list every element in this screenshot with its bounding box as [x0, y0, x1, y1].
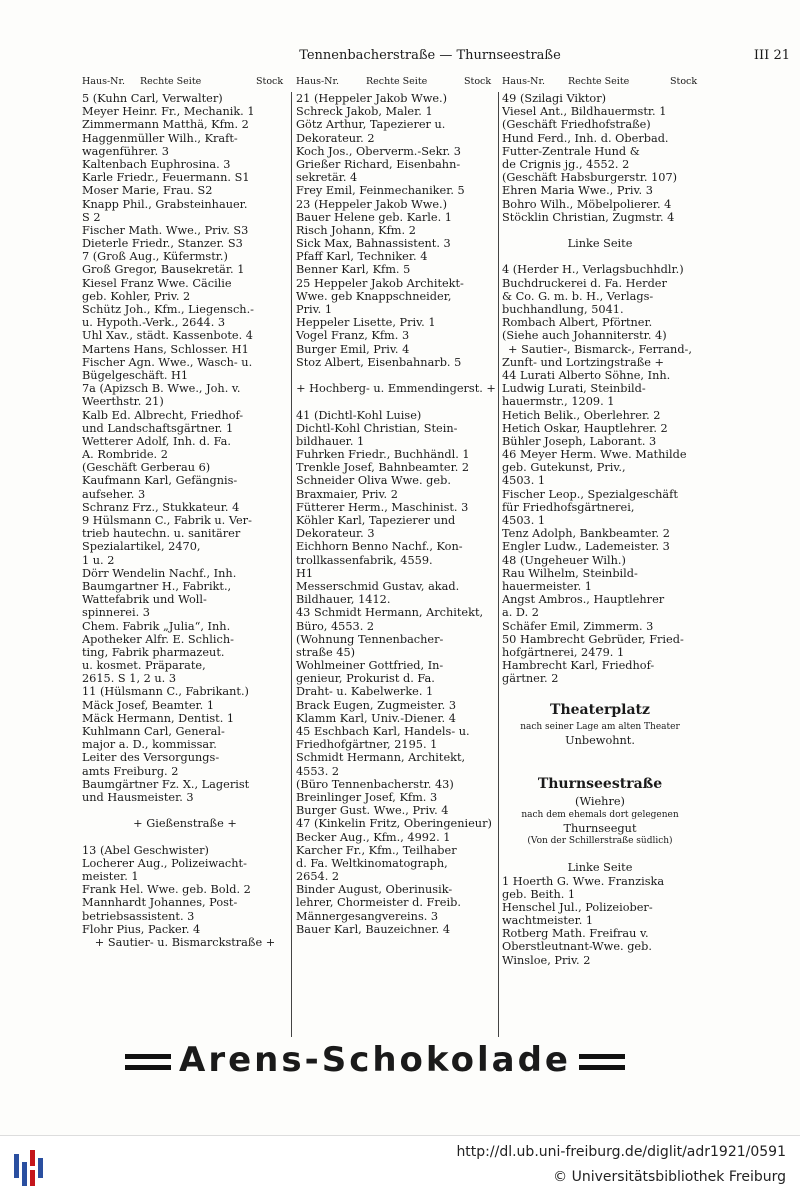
permalink-url[interactable]: http://dl.ub.uni-freiburg.de/diglit/adr1921/0591 — [456, 1144, 786, 1160]
entry-line: Rombach Albert, Pförtner. — [502, 316, 653, 330]
column-header-side: Rechte Seite — [366, 76, 428, 87]
entry-line: Karcher Fr., Kfm., Teilhaber — [296, 843, 457, 857]
entry-line: Trenkle Josef, Bahnbeamter. 2 — [296, 461, 470, 475]
entry-line: Dörr Wendelin Nachf., Inh. — [82, 566, 237, 580]
column-header-nr: Haus-Nr. — [502, 76, 545, 87]
entry-line: Viesel Ant., Bildhauermstr. 1 — [502, 105, 667, 119]
entry-line: 49 (Szilagi Viktor) — [502, 92, 607, 105]
entry-line: Flohr Pius, Packer. 4 — [82, 922, 201, 936]
entry-line: für Friedhofsgärtnerei, — [502, 500, 635, 514]
entry-line: Vogel Franz, Kfm. 3 — [296, 329, 410, 343]
entry-line: Oberstleutnant-Wwe. geb. — [502, 940, 652, 954]
column-divider — [498, 92, 499, 1037]
entry-line: Götz Arthur, Tapezierer u. — [296, 118, 446, 132]
advertisement-text: Arens-Schokolade — [179, 1040, 571, 1080]
entry-line: buchhandlung, 5041. — [502, 303, 624, 316]
entry-line: Brack Eugen, Zugmeister. 3 — [296, 698, 457, 712]
entry-line: geb. Beith. 1 — [502, 887, 576, 901]
column-1 — [82, 92, 288, 949]
entry-line: 2615. S 1, 2 u. 3 — [82, 672, 177, 686]
entry-line: Bügelgeschäft. H1 — [82, 368, 189, 382]
entry-line: + Sautier- u. Bismarckstraße + — [94, 936, 276, 949]
entry-line: Frey Emil, Feinmechaniker. 5 — [296, 184, 465, 198]
column-header-3 — [502, 76, 698, 90]
entry-line: Wetterer Adolf, Inh. d. Fa. — [82, 434, 231, 448]
page-number: III 21 — [753, 48, 790, 63]
entry-line: Frank Hel. Wwe. geb. Bold. 2 — [82, 883, 251, 897]
entry-line: straße 45) — [296, 645, 356, 659]
entry-line: wagenführer. 3 — [82, 144, 169, 158]
entry-line: Schmidt Hermann, Architekt, — [296, 751, 466, 765]
entry-line: 47 (Kinkelin Fritz, Oberingenieur) — [296, 817, 492, 831]
entry-line: 43 Schmidt Hermann, Architekt, — [296, 606, 484, 620]
entry-line: Dichtl-Kohl Christian, Stein- — [296, 421, 458, 435]
entry-line: Fuhrken Friedr., Buchhändl. 1 — [296, 448, 470, 462]
entry-line: Baumgartner H., Fabrikt., — [82, 579, 232, 593]
advertisement-banner — [82, 1038, 668, 1082]
entry-line: Pfaff Karl, Techniker. 4 — [296, 250, 428, 264]
double-rule-icon — [125, 1054, 171, 1070]
entry-line: 44 Lurati Alberto Söhne, Inh. — [502, 368, 671, 382]
entry-line: 23 (Heppeler Jakob Wwe.) — [296, 197, 448, 211]
entry-line: 7a (Apizsch B. Wwe., Joh. v. — [82, 382, 241, 396]
entry-line: Dekorateur. 2 — [296, 131, 375, 145]
entry-line: Zimmermann Matthä, Kfm. 2 — [82, 118, 249, 132]
page-title: Tennenbacherstraße — Thurnseestraße — [299, 48, 561, 63]
entry-line: bildhauer. 1 — [296, 434, 365, 448]
entry-line: 5 (Kuhn Carl, Verwalter) — [82, 92, 223, 105]
entry-line: 4503. 1 — [502, 514, 546, 527]
entry-line: Burger Emil, Priv. 4 — [296, 342, 410, 356]
entry-line: Bauer Karl, Bauzeichner. 4 — [296, 922, 451, 936]
entry-line: Benner Karl, Kfm. 5 — [296, 263, 411, 277]
entry-line: u. kosmet. Präparate, — [82, 659, 206, 673]
entry-line: sekretär. 4 — [296, 171, 358, 185]
entry-line: Theaterplatz — [550, 701, 650, 718]
entry-line: Apotheker Alfr. E. Schlich- — [82, 632, 234, 646]
entry-line: (Geschäft Gerberau 6) — [82, 461, 211, 475]
entry-line: Risch Johann, Kfm. 2 — [296, 223, 416, 237]
entry-line: Spezialartikel, 2470, — [82, 540, 201, 554]
entry-line — [502, 685, 698, 698]
entry-line: 13 (Abel Geschwister) — [82, 843, 209, 857]
entry-line: (Wiehre) — [575, 795, 625, 809]
entry-line — [296, 369, 496, 382]
entry-line: 50 Hambrecht Gebrüder, Fried- — [502, 632, 684, 646]
entry-line: Uhl Xav., städt. Kassenbote. 4 — [82, 329, 253, 343]
entry-line: Ehren Maria Wwe., Priv. 3 — [502, 184, 653, 198]
entry-line: geb. Gutekunst, Priv., — [502, 461, 626, 475]
entry-line: + Gießenstraße + — [133, 817, 237, 831]
entry-line: Ludwig Lurati, Steinbild- — [502, 382, 646, 396]
entry-line: Haggenmüller Wilh., Kraft- — [82, 131, 238, 145]
column-header-2 — [296, 76, 496, 90]
entry-line: Buchdruckerei d. Fa. Herder — [502, 276, 667, 290]
entry-line: Schranz Frz., Stukkateur. 4 — [82, 500, 240, 514]
entry-line: wachtmeister. 1 — [502, 914, 594, 928]
entry-line: Locherer Aug., Polizeiwacht- — [82, 856, 247, 870]
entry-line: Schneider Oliva Wwe. geb. — [296, 474, 451, 488]
entry-line: 1 u. 2 — [82, 553, 115, 567]
column-header-stock: Stock — [256, 76, 284, 87]
column-header-side: Rechte Seite — [568, 76, 630, 87]
entry-line: hauermstr., 1209. 1 — [502, 395, 615, 409]
entry-line: Leiter des Versorgungs- — [82, 751, 220, 765]
entry-line: Winsloe, Priv. 2 — [502, 953, 591, 967]
entry-line: de Crignis jg., 4552. 2 — [502, 157, 630, 171]
entry-line: Mäck Hermann, Dentist. 1 — [82, 711, 235, 725]
entry-line: Köhler Karl, Tapezierer und — [296, 514, 456, 527]
entry-line: Baumgärtner Fz. X., Lagerist — [82, 777, 250, 791]
entry-line: Rau Wilhelm, Steinbild- — [502, 566, 638, 580]
entry-line: Kalb Ed. Albrecht, Friedhof- — [82, 408, 244, 422]
entry-line: Schütz Joh., Kfm., Liegensch.- — [82, 303, 254, 316]
entry-line: Linke Seite — [567, 237, 633, 251]
entry-line: Zunft- und Lortzingstraße + — [502, 355, 664, 369]
entry-line: Schäfer Emil, Zimmerm. 3 — [502, 619, 654, 633]
entry-line: Groß Gregor, Bausekretär. 1 — [82, 263, 245, 277]
entry-line: (Geschäft Habsburgerstr. 107) — [502, 171, 678, 185]
entry-line — [502, 747, 698, 760]
entry-line: Hetich Belik., Oberlehrer. 2 — [502, 408, 661, 422]
entry-line: Grießer Richard, Eisenbahn- — [296, 157, 461, 171]
ub-freiburg-logo-icon — [12, 1146, 46, 1186]
entry-line: betriebsassistent. 3 — [82, 909, 195, 923]
entry-line: Martens Hans, Schlosser. H1 — [82, 342, 249, 356]
entry-line — [502, 760, 698, 773]
entry-line: Burger Gust. Wwe., Priv. 4 — [296, 804, 449, 818]
entry-line: Stöcklin Christian, Zugmstr. 4 — [502, 210, 675, 224]
entry-line: Kuhlmann Carl, General- — [82, 725, 225, 738]
entry-line: u. Hypoth.-Verk., 2644. 3 — [82, 316, 226, 330]
column-header-side: Rechte Seite — [140, 76, 202, 87]
entry-line: (Von der Schillerstraße südlich) — [527, 835, 673, 846]
entry-line: Fischer Leop., Spezialgeschäft — [502, 487, 678, 501]
entry-line: Büro, 4553. 2 — [296, 619, 375, 633]
entry-line: a. D. 2 — [502, 606, 539, 620]
entry-line: Dieterle Friedr., Stanzer. S3 — [82, 237, 243, 251]
entry-line: Unbewohnt. — [565, 733, 635, 747]
entry-line: A. Rombride. 2 — [82, 448, 168, 462]
entry-line: 48 (Ungeheuer Wilh.) — [502, 553, 626, 567]
entry-line: Karle Friedr., Feuermann. S1 — [82, 171, 250, 185]
column-header-nr: Haus-Nr. — [82, 76, 125, 87]
entry-line: 46 Meyer Herm. Wwe. Mathilde — [502, 448, 687, 462]
entry-line: Meyer Heinr. Fr., Mechanik. 1 — [82, 105, 255, 119]
double-rule-icon — [579, 1054, 625, 1070]
entry-line: Priv. 1 — [296, 303, 333, 316]
column-header-nr: Haus-Nr. — [296, 76, 339, 87]
entry-line: (Siehe auch Johanniterstr. 4) — [502, 329, 667, 343]
entry-line: Mäck Josef, Beamter. 1 — [82, 698, 215, 712]
entry-line: Bühler Joseph, Laborant. 3 — [502, 434, 657, 448]
entry-line: Chem. Fabrik „Julia“, Inh. — [82, 619, 231, 633]
entry-line: Dekorateur. 3 — [296, 527, 375, 541]
entry-line: 45 Eschbach Karl, Handels- u. — [296, 725, 470, 738]
entry-line: Futter-Zentrale Hund & — [502, 144, 640, 158]
entry-line: genieur, Prokurist d. Fa. — [296, 672, 435, 686]
entry-line: Heppeler Lisette, Priv. 1 — [296, 316, 436, 330]
entry-line: spinnerei. 3 — [82, 606, 150, 620]
entry-line: 21 (Heppeler Jakob Wwe.) — [296, 92, 448, 105]
entry-line: Friedhofgärtner, 2195. 1 — [296, 738, 438, 752]
entry-line: Angst Ambros., Hauptlehrer — [502, 593, 665, 607]
viewer-footer — [0, 1135, 800, 1194]
entry-line: Schreck Jakob, Maler. 1 — [296, 105, 433, 119]
entry-line: & Co. G. m. b. H., Verlags- — [502, 289, 654, 303]
entry-line: d. Fa. Weltkinomatograph, — [296, 856, 448, 870]
entry-line: hofgärtnerei, 2479. 1 — [502, 645, 625, 659]
entry-line: nach seiner Lage am alten Theater — [520, 721, 680, 732]
entry-line: Linke Seite — [567, 861, 633, 875]
entry-line: trollkassenfabrik, 4559. — [296, 553, 433, 567]
entry-line — [502, 250, 698, 263]
entry-line: (Geschäft Friedhofstraße) — [502, 118, 651, 132]
entry-line: und Hausmeister. 3 — [82, 790, 194, 804]
entry-line: Becker Aug., Kfm., 4992. 1 — [296, 830, 451, 844]
entry-line: Fischer Math. Wwe., Priv. S3 — [82, 223, 249, 237]
entry-line: Braxmaier, Priv. 2 — [296, 487, 398, 501]
entry-line: Wwe. geb Knappschneider, — [296, 289, 452, 303]
entry-line: Messerschmid Gustav, akad. — [296, 579, 460, 593]
entry-line: Stoz Albert, Eisenbahnarb. 5 — [296, 355, 462, 369]
entry-line: 41 (Dichtl-Kohl Luise) — [296, 408, 422, 422]
entry-line: Hetich Oskar, Hauptlehrer. 2 — [502, 421, 668, 435]
entry-line — [82, 831, 288, 844]
entry-line: Kaufmann Karl, Gefängnis- — [82, 474, 238, 488]
entry-line: 4553. 2 — [296, 764, 340, 778]
column-header-stock: Stock — [670, 76, 698, 87]
entry-line: Draht- u. Kabelwerke. 1 — [296, 685, 434, 699]
entry-line: + Hochberg- u. Emmendingerst. + — [296, 382, 496, 396]
page-header — [80, 48, 790, 70]
entry-line: hauermeister. 1 — [502, 579, 592, 593]
entry-line: Hambrecht Karl, Friedhof- — [502, 659, 655, 673]
entry-line: Koch Jos., Oberverm.-Sekr. 3 — [296, 144, 461, 158]
entry-line: Klamm Karl, Univ.-Diener. 4 — [296, 711, 456, 725]
entry-line: Hund Ferd., Inh. d. Oberbad. — [502, 131, 669, 145]
entry-line: H1 — [296, 566, 314, 580]
entry-line — [296, 395, 496, 408]
entry-line: gärtner. 2 — [502, 672, 559, 686]
entry-line: nach dem ehemals dort gelegenen — [521, 809, 679, 820]
column-3 — [502, 92, 698, 967]
entry-line: Henschel Jul., Polizeiober- — [502, 900, 653, 914]
entry-line: 9 Hülsmann C., Fabrik u. Ver- — [82, 514, 252, 527]
entry-line: Breinlinger Josef, Kfm. 3 — [296, 790, 438, 804]
entry-line: (Wohnung Tennenbacher- — [296, 632, 444, 646]
entry-line: Thurnseegut — [563, 821, 637, 835]
entry-line: Wattefabrik und Woll- — [82, 593, 207, 607]
entry-line: 25 Heppeler Jakob Architekt- — [296, 276, 464, 290]
entry-line: Binder August, Oberinusik- — [296, 883, 453, 897]
entry-line: major a. D., kommissar. — [82, 738, 217, 752]
entry-line: S 2 — [82, 210, 101, 224]
entry-line: + Sautier-, Bismarck-, Ferrand-, — [508, 342, 692, 356]
entry-line: Moser Marie, Frau. S2 — [82, 184, 213, 198]
entry-line: lehrer, Chormeister d. Freib. — [296, 896, 461, 910]
column-header-stock: Stock — [464, 76, 492, 87]
entry-line: 4503. 1 — [502, 474, 546, 488]
entry-line: Wohlmeiner Gottfried, In- — [296, 659, 444, 673]
entry-line: Mannhardt Johannes, Post- — [82, 896, 238, 910]
entry-line: und Landschaftsgärtner. 1 — [82, 421, 234, 435]
entry-line: Kiesel Franz Wwe. Cäcilie — [82, 276, 232, 290]
entry-line: 2654. 2 — [296, 870, 340, 884]
entry-line — [82, 804, 288, 817]
entry-line: geb. Kohler, Priv. 2 — [82, 289, 191, 303]
entry-line: Kaltenbach Euphrosina. 3 — [82, 157, 231, 171]
column-divider — [291, 92, 292, 1037]
entry-line — [502, 224, 698, 237]
entry-line: trieb hautechn. u. sanitärer — [82, 527, 241, 541]
entry-line: Fischer Agn. Wwe., Wasch- u. — [82, 355, 253, 369]
entry-line: Engler Ludw., Lademeister. 3 — [502, 540, 670, 554]
entry-line — [502, 848, 698, 861]
entry-line: Männergesangvereins. 3 — [296, 909, 439, 923]
entry-line: 1 Hoerth G. Wwe. Franziska — [502, 874, 665, 888]
entry-line: Weerthstr. 21) — [82, 395, 164, 409]
entry-line: ting, Fabrik pharmazeut. — [82, 645, 225, 659]
entry-line: Eichhorn Benno Nachf., Kon- — [296, 540, 463, 554]
entry-line: Bauer Helene geb. Karle. 1 — [296, 210, 452, 224]
entry-line: 11 (Hülsmann C., Fabrikant.) — [82, 685, 249, 699]
entry-line: Bildhauer, 1412. — [296, 593, 391, 607]
entry-line: Rotberg Math. Freifrau v. — [502, 927, 649, 941]
entry-line: Bohro Wilh., Möbelpolierer. 4 — [502, 197, 672, 211]
copyright-notice: © Universitätsbibliothek Freiburg — [553, 1169, 786, 1185]
entry-line: amts Freiburg. 2 — [82, 764, 179, 778]
entry-line: Knapp Phil., Grabsteinhauer. — [82, 197, 248, 211]
column-2 — [296, 92, 496, 936]
entry-line: 7 (Groß Aug., Küfermstr.) — [82, 250, 228, 264]
entry-line: Thurnseestraße — [537, 776, 663, 793]
entry-line: Fütterer Herm., Maschinist. 3 — [296, 500, 469, 514]
entry-line: Sick Max, Bahnassistent. 3 — [296, 237, 451, 251]
entry-line: Tenz Adolph, Bankbeamter. 2 — [502, 527, 670, 541]
entry-line: 4 (Herder H., Verlagsbuchhdlr.) — [502, 263, 684, 277]
entry-line: meister. 1 — [82, 870, 139, 884]
entry-line: aufseher. 3 — [82, 487, 146, 501]
entry-line: (Büro Tennenbacherstr. 43) — [296, 777, 454, 791]
column-header-1 — [82, 76, 288, 90]
